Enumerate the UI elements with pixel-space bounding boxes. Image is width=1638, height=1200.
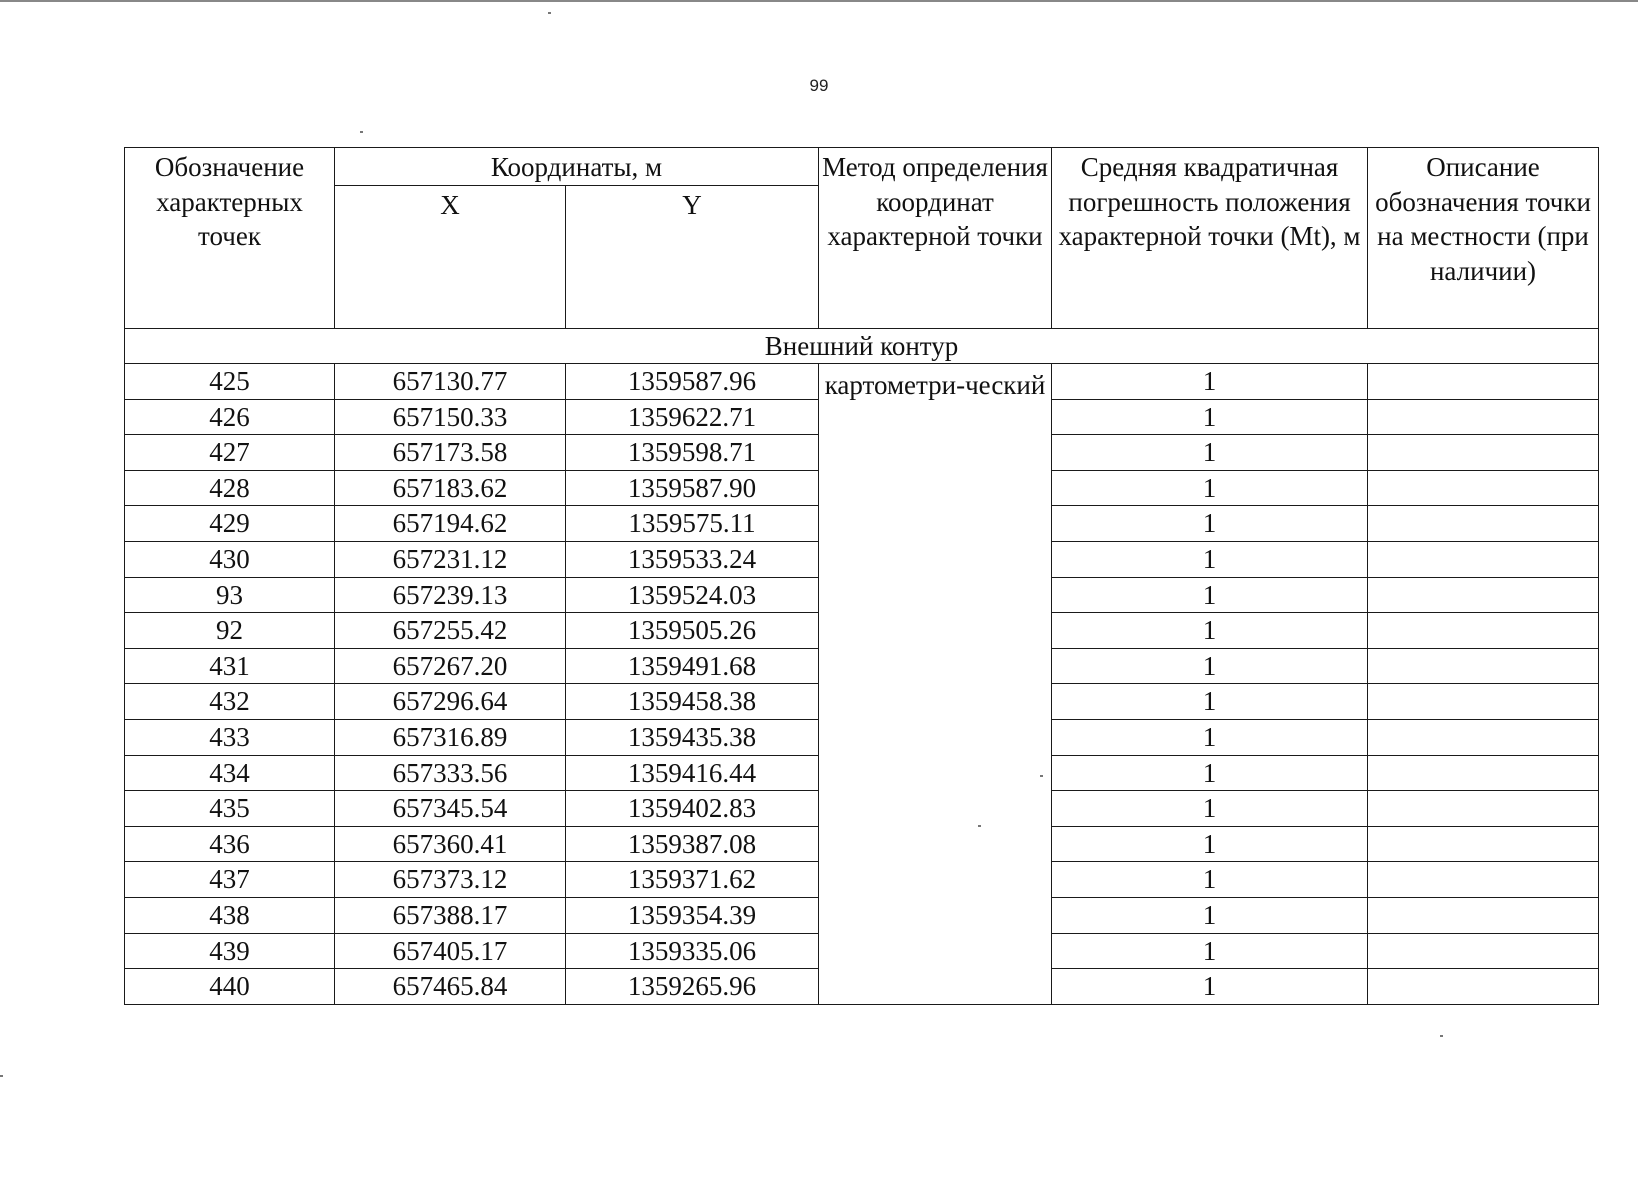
y-coordinate-cell: 1359265.96: [566, 969, 819, 1005]
scan-speck: [0, 1075, 3, 1077]
point-number-cell: 427: [125, 435, 335, 471]
point-number-cell: 432: [125, 684, 335, 720]
mt-error-cell: 1: [1052, 435, 1368, 471]
description-cell: [1368, 791, 1599, 827]
scan-speck: [1040, 775, 1043, 777]
x-coordinate-cell: 657255.42: [335, 613, 566, 649]
y-coordinate-cell: 1359587.96: [566, 364, 819, 400]
point-number-cell: 440: [125, 969, 335, 1005]
y-coordinate-cell: 1359575.11: [566, 506, 819, 542]
mt-error-cell: 1: [1052, 826, 1368, 862]
description-cell: [1368, 364, 1599, 400]
description-cell: [1368, 755, 1599, 791]
description-cell: [1368, 613, 1599, 649]
description-cell: [1368, 684, 1599, 720]
y-coordinate-cell: 1359458.38: [566, 684, 819, 720]
x-coordinate-cell: 657360.41: [335, 826, 566, 862]
x-coordinate-cell: 657231.12: [335, 542, 566, 578]
description-cell: [1368, 720, 1599, 756]
header-y: Y: [566, 185, 819, 328]
x-coordinate-cell: 657333.56: [335, 755, 566, 791]
table-body: [125, 328, 1599, 1004]
x-coordinate-cell: 657296.64: [335, 684, 566, 720]
point-number-cell: 437: [125, 862, 335, 898]
x-coordinate-cell: 657267.20: [335, 648, 566, 684]
point-number-cell: 425: [125, 364, 335, 400]
header-description: Описание обозначения точки на местности (при наличии): [1368, 148, 1599, 329]
mt-error-cell: 1: [1052, 542, 1368, 578]
header-point-designation: Обозначение характерных точек: [125, 148, 335, 329]
y-coordinate-cell: 1359435.38: [566, 720, 819, 756]
description-cell: [1368, 648, 1599, 684]
point-number-cell: 93: [125, 577, 335, 613]
coordinates-table: [124, 147, 1599, 1005]
y-coordinate-cell: 1359533.24: [566, 542, 819, 578]
table-header: [125, 148, 1599, 329]
section-row: [125, 328, 1599, 364]
description-cell: [1368, 933, 1599, 969]
y-coordinate-cell: 1359622.71: [566, 399, 819, 435]
mt-error-cell: 1: [1052, 969, 1368, 1005]
x-coordinate-cell: 657345.54: [335, 791, 566, 827]
y-coordinate-cell: 1359402.83: [566, 791, 819, 827]
mt-error-cell: 1: [1052, 648, 1368, 684]
method-cell: картометри-ческий: [819, 364, 1052, 1005]
point-number-cell: 436: [125, 826, 335, 862]
description-cell: [1368, 435, 1599, 471]
description-cell: [1368, 542, 1599, 578]
mt-error-cell: 1: [1052, 755, 1368, 791]
point-number-cell: 431: [125, 648, 335, 684]
x-coordinate-cell: 657465.84: [335, 969, 566, 1005]
point-number-cell: 428: [125, 470, 335, 506]
scan-speck: [1440, 1035, 1443, 1037]
point-number-cell: 435: [125, 791, 335, 827]
scan-speck: [978, 825, 981, 827]
x-coordinate-cell: 657194.62: [335, 506, 566, 542]
point-number-cell: 430: [125, 542, 335, 578]
point-number-cell: 434: [125, 755, 335, 791]
point-number-cell: 429: [125, 506, 335, 542]
mt-error-cell: 1: [1052, 933, 1368, 969]
x-coordinate-cell: 657130.77: [335, 364, 566, 400]
header-x: X: [335, 185, 566, 328]
y-coordinate-cell: 1359335.06: [566, 933, 819, 969]
y-coordinate-cell: 1359371.62: [566, 862, 819, 898]
scan-edge: [0, 0, 1638, 2]
mt-error-cell: 1: [1052, 506, 1368, 542]
description-cell: [1368, 862, 1599, 898]
description-cell: [1368, 470, 1599, 506]
x-coordinate-cell: 657316.89: [335, 720, 566, 756]
table-row: [125, 364, 1599, 400]
description-cell: [1368, 506, 1599, 542]
header-error: Средняя квадратичная погрешность положения характерной точки (Mt), м: [1052, 148, 1368, 329]
y-coordinate-cell: 1359354.39: [566, 898, 819, 934]
point-number-cell: 439: [125, 933, 335, 969]
mt-error-cell: 1: [1052, 364, 1368, 400]
mt-error-cell: 1: [1052, 684, 1368, 720]
x-coordinate-cell: 657183.62: [335, 470, 566, 506]
section-title: Внешний контур: [125, 328, 1599, 364]
point-number-cell: 438: [125, 898, 335, 934]
mt-error-cell: 1: [1052, 898, 1368, 934]
y-coordinate-cell: 1359416.44: [566, 755, 819, 791]
mt-error-cell: 1: [1052, 862, 1368, 898]
x-coordinate-cell: 657173.58: [335, 435, 566, 471]
mt-error-cell: 1: [1052, 399, 1368, 435]
point-number-cell: 433: [125, 720, 335, 756]
y-coordinate-cell: 1359587.90: [566, 470, 819, 506]
x-coordinate-cell: 657239.13: [335, 577, 566, 613]
y-coordinate-cell: 1359598.71: [566, 435, 819, 471]
y-coordinate-cell: 1359505.26: [566, 613, 819, 649]
mt-error-cell: 1: [1052, 791, 1368, 827]
description-cell: [1368, 826, 1599, 862]
mt-error-cell: 1: [1052, 613, 1368, 649]
page-number: 99: [809, 76, 829, 95]
scan-speck: [360, 131, 363, 133]
y-coordinate-cell: 1359491.68: [566, 648, 819, 684]
description-cell: [1368, 969, 1599, 1005]
point-number-cell: 426: [125, 399, 335, 435]
point-number-cell: 92: [125, 613, 335, 649]
mt-error-cell: 1: [1052, 470, 1368, 506]
description-cell: [1368, 577, 1599, 613]
y-coordinate-cell: 1359387.08: [566, 826, 819, 862]
x-coordinate-cell: 657405.17: [335, 933, 566, 969]
description-cell: [1368, 898, 1599, 934]
header-method: Метод определения координат характерной точки: [819, 148, 1052, 329]
x-coordinate-cell: 657388.17: [335, 898, 566, 934]
mt-error-cell: 1: [1052, 577, 1368, 613]
scan-speck: [548, 12, 551, 14]
header-coordinates: Координаты, м: [335, 148, 819, 186]
mt-error-cell: 1: [1052, 720, 1368, 756]
description-cell: [1368, 399, 1599, 435]
y-coordinate-cell: 1359524.03: [566, 577, 819, 613]
x-coordinate-cell: 657373.12: [335, 862, 566, 898]
x-coordinate-cell: 657150.33: [335, 399, 566, 435]
